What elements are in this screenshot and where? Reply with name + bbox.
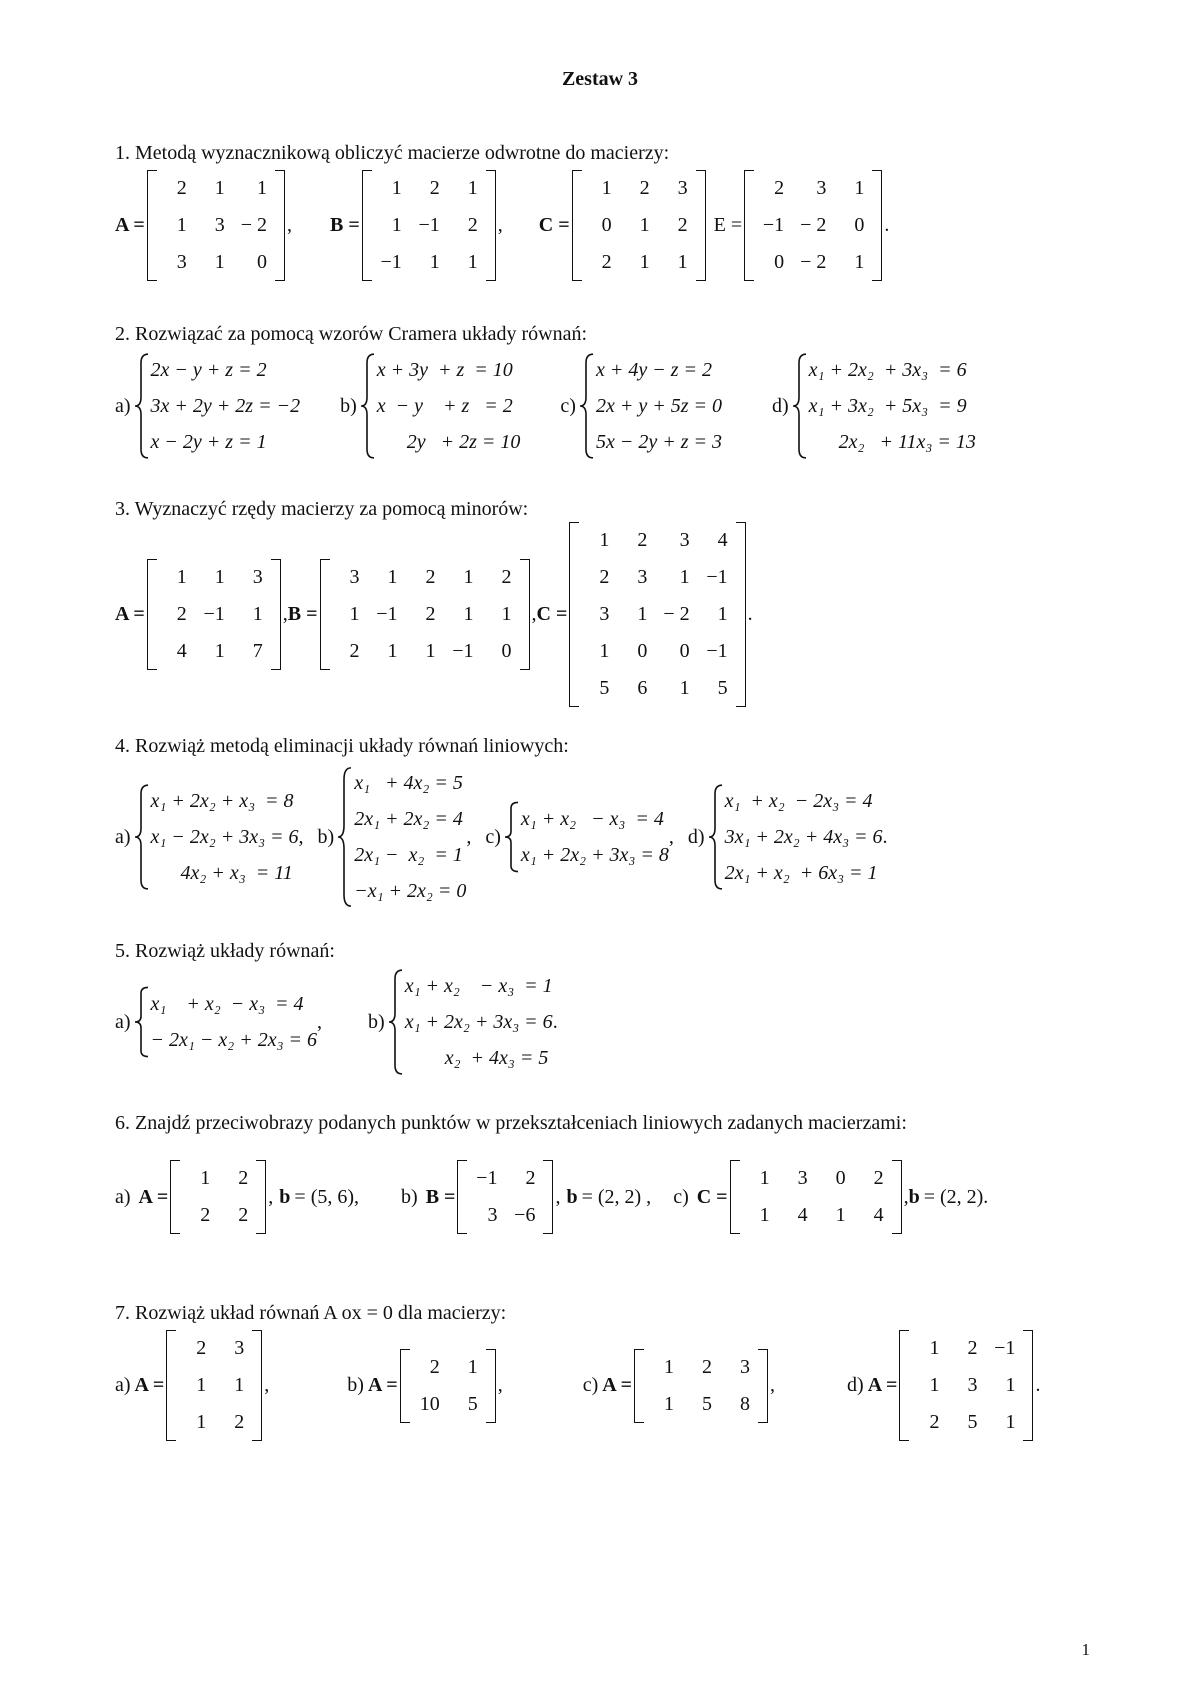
matrix-cell: 1 bbox=[200, 1167, 211, 1189]
matrix-left-bracket bbox=[320, 559, 330, 670]
matrix-cell: 1 bbox=[463, 566, 474, 588]
matrix-cell: 5 bbox=[967, 1411, 978, 1433]
matrix-cell: 2 bbox=[176, 177, 187, 199]
matrix-cell: 1 bbox=[639, 214, 650, 236]
matrix-cell: 2 bbox=[425, 603, 436, 625]
matrix-right-bracket bbox=[1023, 1330, 1033, 1441]
matrix-cell: 1 bbox=[679, 677, 690, 699]
matrix-cell: 5 bbox=[702, 1392, 713, 1415]
page-number: 1 bbox=[1081, 1640, 1090, 1659]
matrix-cell: 1 bbox=[467, 251, 478, 273]
matrix-cell: 1 bbox=[234, 1374, 245, 1396]
equation: 2x − y + z = 2 bbox=[150, 358, 267, 381]
matrix-right-bracket bbox=[696, 170, 706, 281]
matrix-cell: 3 bbox=[176, 251, 187, 273]
matrix-cell: 3 bbox=[599, 603, 610, 625]
equation-system bbox=[359, 352, 521, 460]
system-brace bbox=[387, 968, 405, 1076]
matrix-cell: 6 bbox=[637, 677, 648, 699]
matrix-cell: 3 bbox=[677, 177, 688, 199]
equation: x₁ − 2x₂ + 3x₃ = 6 bbox=[150, 825, 299, 848]
matrix-cell: 1 bbox=[252, 603, 263, 625]
matrix-cell: 2 bbox=[196, 1337, 207, 1359]
equation: x + 3y + z = 10 bbox=[376, 358, 513, 381]
equation: 3x + 2y + 2z = −2 bbox=[150, 394, 301, 417]
matrix-cell: 2 bbox=[234, 1411, 245, 1433]
equation: x₁ + x₂ − 2x₃ = 4 bbox=[724, 789, 873, 812]
matrix-cell: 2 bbox=[774, 177, 785, 199]
matrix-b-label: B = bbox=[330, 214, 360, 236]
matrix-right-bracket bbox=[543, 1160, 553, 1234]
equation: x₁ + 2x₂ + 3x₃ = 8 bbox=[520, 843, 669, 866]
matrix-right-bracket bbox=[275, 170, 285, 281]
matrix-right-bracket bbox=[271, 559, 281, 670]
matrix-cell: −1 bbox=[376, 603, 398, 625]
page-title: Zestaw 3 bbox=[561, 68, 639, 90]
matrix-cell: 1 bbox=[677, 251, 688, 273]
task-4-heading: 4. Rozwiąż metodą eliminacji układy równań liniowych: bbox=[115, 735, 569, 757]
equation-system bbox=[133, 986, 317, 1058]
matrix-cell: −1 bbox=[706, 566, 728, 588]
matrix-cell: 2 bbox=[200, 1204, 211, 1226]
system-brace bbox=[791, 352, 809, 460]
task-3-heading: 3. Wyznaczyć rzędy macierzy za pomocą minorów: bbox=[115, 498, 529, 520]
matrix-left-bracket bbox=[170, 1160, 180, 1234]
matrix-cell: 3 bbox=[816, 177, 827, 199]
matrix-cell: 2 bbox=[429, 1355, 440, 1378]
matrix bbox=[362, 170, 496, 281]
matrix-cell: 1 bbox=[639, 251, 650, 273]
matrix-cell: 2 bbox=[501, 566, 512, 588]
matrix-cell: 2 bbox=[599, 566, 610, 588]
task-2-heading: 2. Rozwiązać za pomocą wzorów Cramera układy równań: bbox=[115, 323, 588, 345]
system-brace bbox=[133, 986, 151, 1058]
matrix bbox=[147, 559, 281, 670]
matrix-cell: − 2 bbox=[800, 214, 827, 236]
matrix-cell: 3 bbox=[967, 1374, 978, 1396]
matrix-cell: 1 bbox=[854, 177, 865, 199]
matrix-cell: 1 bbox=[929, 1337, 940, 1359]
matrix-right-bracket bbox=[486, 1349, 496, 1423]
equation-system bbox=[791, 352, 976, 460]
matrix-cell: 1 bbox=[214, 251, 225, 273]
matrix bbox=[634, 1349, 768, 1423]
matrix-cell: 2 bbox=[929, 1411, 940, 1433]
system-brace bbox=[336, 765, 354, 909]
matrix-cell: 5 bbox=[467, 1392, 478, 1415]
matrix-cell: 1 bbox=[391, 214, 402, 236]
matrix-cell: 1 bbox=[759, 1204, 770, 1226]
matrix-cell: −1 bbox=[418, 214, 440, 236]
matrix-left-bracket bbox=[362, 170, 372, 281]
matrix-cell: − 2 bbox=[663, 603, 690, 625]
matrix-cell: −1 bbox=[994, 1337, 1016, 1359]
matrix-cell: −1 bbox=[706, 640, 728, 662]
matrix-right-bracket bbox=[736, 522, 746, 707]
matrix-cell: 3 bbox=[487, 1204, 498, 1226]
system-brace bbox=[578, 352, 596, 460]
matrix-right-bracket bbox=[486, 170, 496, 281]
matrix-cell: 2 bbox=[349, 640, 360, 662]
matrix-left-bracket bbox=[457, 1160, 467, 1234]
task-2-systems: a) 2x − y + z = 2 3x + 2y + 2z = −2 x − 2y + z = 1 b) x + 3y + z = 10 x − y + z = 2 2y + 2z = 10 c) x + 4y − z = 2 2x + y + 5z = 0 5x − 2y + z = 3 d) x₁ + 2x₂ + 3x₃ = 6 x₁ + 3x₂ + 5x₃ = 9 2x₂ + 11x₃ = 13 bbox=[115, 352, 976, 460]
matrix-cell: 1 bbox=[599, 640, 610, 662]
matrix-cell: 3 bbox=[637, 566, 648, 588]
matrix-left-bracket bbox=[899, 1330, 909, 1441]
matrix-cell: 5 bbox=[599, 677, 610, 699]
equation-system bbox=[336, 765, 466, 909]
matrix-cell: 1 bbox=[391, 177, 402, 199]
matrix bbox=[730, 1160, 902, 1234]
matrix-cell: − 2 bbox=[240, 214, 268, 236]
matrix-cell: 5 bbox=[717, 677, 728, 699]
equation-system bbox=[387, 968, 553, 1076]
matrix-cell: 4 bbox=[176, 640, 187, 662]
equation: x₂ + 4x₃ = 5 bbox=[404, 1046, 549, 1069]
matrix-cell: 0 bbox=[501, 640, 512, 662]
matrix-cell: 1 bbox=[599, 529, 610, 551]
matrix-cell: 4 bbox=[797, 1204, 808, 1226]
equation: 5x − 2y + z = 3 bbox=[595, 430, 722, 453]
matrix-cell: 1 bbox=[463, 603, 474, 625]
matrix-cell: 1 bbox=[664, 1392, 675, 1415]
matrix-cell: 2 bbox=[873, 1167, 884, 1189]
matrix-cell: 4 bbox=[873, 1204, 884, 1226]
matrix-a-label: A = bbox=[115, 214, 145, 236]
matrix-left-bracket bbox=[166, 1330, 176, 1441]
matrix-cell: 1 bbox=[1005, 1411, 1016, 1433]
matrix-cell: −1 bbox=[452, 640, 474, 662]
matrix-c-label: C = bbox=[538, 214, 570, 236]
task-5-heading: 5. Rozwiąż układy równań: bbox=[115, 940, 335, 962]
equation: x − 2y + z = 1 bbox=[150, 430, 267, 453]
task-7-heading: 7. Rozwiąż układ równań A ox = 0 dla macierzy: bbox=[115, 1302, 507, 1324]
matrix-cell: 1 bbox=[1005, 1374, 1016, 1396]
matrix-cell: 1 bbox=[501, 603, 512, 625]
equation: x − y + z = 2 bbox=[376, 394, 513, 417]
matrix-cell: 1 bbox=[196, 1411, 207, 1433]
matrix-cell: 10 bbox=[419, 1392, 440, 1415]
matrix-cell: 2 bbox=[525, 1167, 536, 1189]
system-brace bbox=[503, 801, 521, 873]
matrix-cell: 1 bbox=[467, 177, 478, 199]
task-1-matrices: A = 2 1 1 1 3 − 2 3 1 0 , B = 1 2 1 1 −1 2 −1 1 1 , C = 1 2 3 0 1 2 2 1 1 E = 2 3 1 −1 − 2 0 0 − 2 1 . bbox=[115, 170, 889, 281]
matrix-cell: 2 bbox=[425, 566, 436, 588]
equation-system bbox=[578, 352, 722, 460]
equation: x₁ + 2x₂ + 3x₃ = 6 bbox=[404, 1010, 553, 1033]
matrix-cell: 8 bbox=[740, 1392, 751, 1415]
matrix bbox=[147, 170, 285, 281]
matrix-cell: 1 bbox=[664, 1355, 675, 1378]
matrix-cell: 1 bbox=[929, 1374, 940, 1396]
matrix-right-bracket bbox=[872, 170, 882, 281]
matrix bbox=[572, 170, 706, 281]
matrix-cell: 3 bbox=[349, 566, 360, 588]
matrix-left-bracket bbox=[730, 1160, 740, 1234]
equation: − 2x₁ − x₂ + 2x₃ = 6 bbox=[150, 1028, 318, 1051]
matrix-cell: 2 bbox=[238, 1167, 249, 1189]
matrix-cell: 0 bbox=[601, 214, 612, 236]
matrix bbox=[457, 1160, 553, 1234]
equation: 2x₂ + 11x₃ = 13 bbox=[808, 430, 976, 453]
matrix-cell: 2 bbox=[677, 214, 688, 236]
matrix-cell: 2 bbox=[967, 1337, 978, 1359]
matrix-cell: − 2 bbox=[800, 251, 827, 273]
equation: 4x₂ + x₃ = 11 bbox=[150, 861, 293, 884]
matrix-cell: 1 bbox=[196, 1374, 207, 1396]
equation: 2x₁ − x₂ = 1 bbox=[354, 843, 463, 866]
matrix-cell: 1 bbox=[835, 1204, 846, 1226]
matrix-left-bracket bbox=[634, 1349, 644, 1423]
matrix-right-bracket bbox=[892, 1160, 902, 1234]
equation-system bbox=[707, 783, 883, 891]
equation: x₁ + 3x₂ + 5x₃ = 9 bbox=[808, 394, 967, 417]
equation: 3x₁ + 2x₂ + 4x₃ = 6 bbox=[724, 825, 883, 848]
matrix-cell: 1 bbox=[387, 640, 398, 662]
matrix-cell: 0 bbox=[679, 640, 690, 662]
matrix-cell: 0 bbox=[774, 251, 785, 273]
matrix-cell: 0 bbox=[835, 1167, 846, 1189]
equation-system bbox=[503, 801, 669, 873]
matrix bbox=[744, 170, 882, 281]
matrix-e-label: E = bbox=[713, 214, 743, 236]
matrix-cell: 3 bbox=[252, 566, 263, 588]
matrix-cell: −1 bbox=[380, 251, 402, 273]
matrix-cell: 1 bbox=[759, 1167, 770, 1189]
matrix-cell: 1 bbox=[214, 177, 225, 199]
matrix-cell: 2 bbox=[601, 251, 612, 273]
task-1-heading: 1. Metodą wyznacznikową obliczyć macierze odwrotne do macierzy: bbox=[115, 142, 670, 164]
matrix-cell: 7 bbox=[252, 640, 263, 662]
matrix-right-bracket bbox=[252, 1330, 262, 1441]
matrix-cell: 1 bbox=[257, 177, 268, 199]
equation: x₁ + x₂ − x₃ = 4 bbox=[150, 992, 304, 1015]
equation: x₁ + 2x₂ + x₃ = 8 bbox=[150, 789, 294, 812]
task-7-matrices: a) A = 2 3 1 1 1 2 , b) A = 2 1 10 5 , c) A = 1 2 3 1 5 8 , d) A = 1 2 −1 1 3 1 2 5 1 . bbox=[115, 1330, 1040, 1441]
equation: x₁ + x₂ − x₃ = 1 bbox=[404, 974, 553, 997]
matrix-right-bracket bbox=[520, 559, 530, 670]
equation: x₁ + 2x₂ + 3x₃ = 6 bbox=[808, 358, 967, 381]
equation-system bbox=[133, 352, 301, 460]
matrix-cell: 1 bbox=[429, 251, 440, 273]
matrix-left-bracket bbox=[572, 170, 582, 281]
matrix-right-bracket bbox=[256, 1160, 266, 1234]
matrix-cell: 1 bbox=[387, 566, 398, 588]
matrix-right-bracket bbox=[758, 1349, 768, 1423]
task-5-systems: a) x₁ + x₂ − x₃ = 4 − 2x₁ − x₂ + 2x₃ = 6 , b) x₁ + x₂ − x₃ = 1 x₁ + 2x₂ + 3x₃ = 6 x₂ + 4x₃ = 5 . bbox=[115, 968, 558, 1076]
matrix-cell: 1 bbox=[214, 566, 225, 588]
matrix-left-bracket bbox=[400, 1349, 410, 1423]
matrix-cell: 3 bbox=[234, 1337, 245, 1359]
matrix bbox=[400, 1349, 496, 1423]
task-6-items: a) A = 1 2 2 2 , b = (5, 6), b) B = −1 2 3 −6 , b = (2, 2) , c) C = 1 3 0 2 1 4 1 4 , b = (2, 2). bbox=[115, 1160, 988, 1234]
task-6-heading: 6. Znajdź przeciwobrazy podanych punktów w przekształceniach liniowych zadanych macierzami: bbox=[115, 1112, 907, 1134]
matrix-cell: 2 bbox=[702, 1355, 713, 1378]
equation: 2x₁ + 2x₂ = 4 bbox=[354, 807, 463, 830]
matrix-cell: 2 bbox=[639, 177, 650, 199]
system-brace bbox=[133, 783, 151, 891]
matrix-cell: 1 bbox=[214, 640, 225, 662]
system-brace bbox=[359, 352, 377, 460]
system-brace bbox=[707, 783, 725, 891]
matrix-cell: 1 bbox=[637, 603, 648, 625]
matrix-cell: 3 bbox=[679, 529, 690, 551]
matrix-cell: 0 bbox=[637, 640, 648, 662]
matrix-cell: 2 bbox=[176, 603, 187, 625]
equation: x₁ + x₂ − x₃ = 4 bbox=[520, 807, 664, 830]
equation: x₁ + 4x₂ = 5 bbox=[354, 771, 463, 794]
matrix-cell: 2 bbox=[238, 1204, 249, 1226]
equation-system bbox=[133, 783, 299, 891]
matrix-cell: 2 bbox=[429, 177, 440, 199]
matrix-cell: 1 bbox=[601, 177, 612, 199]
matrix-left-bracket bbox=[744, 170, 754, 281]
matrix-cell: 4 bbox=[717, 529, 728, 551]
matrix-cell: −1 bbox=[762, 214, 785, 236]
equation: 2x + y + 5z = 0 bbox=[595, 394, 722, 417]
matrix-cell: −1 bbox=[476, 1167, 498, 1189]
matrix bbox=[320, 559, 530, 670]
matrix-left-bracket bbox=[147, 559, 157, 670]
equation: 2x₁ + x₂ + 6x₃ = 1 bbox=[724, 861, 878, 884]
matrix-cell: −6 bbox=[514, 1204, 536, 1226]
matrix-cell: 1 bbox=[854, 251, 865, 273]
task-3-matrices: A = 1 1 3 2 −1 1 4 1 7 , B = 3 1 2 1 2 1 −1 2 1 1 2 1 1 −1 0 , C = 1 2 3 4 2 3 1 −1 3 1 − 2 1 1 0 0 −1 5 6 1 5 . bbox=[115, 522, 753, 707]
matrix-cell: 1 bbox=[176, 214, 187, 236]
matrix-cell: 1 bbox=[679, 566, 690, 588]
matrix bbox=[899, 1330, 1033, 1441]
matrix-cell: 0 bbox=[854, 214, 865, 236]
matrix-left-bracket bbox=[569, 522, 579, 707]
matrix-cell: 1 bbox=[349, 603, 360, 625]
matrix-cell: −1 bbox=[203, 603, 225, 625]
matrix-cell: 1 bbox=[176, 566, 187, 588]
system-brace bbox=[133, 352, 151, 460]
equation: −x₁ + 2x₂ = 0 bbox=[354, 879, 467, 902]
matrix bbox=[569, 522, 745, 707]
matrix-cell: 3 bbox=[214, 214, 225, 236]
task-4-systems: a) x₁ + 2x₂ + x₃ = 8 x₁ − 2x₂ + 3x₃ = 6 4x₂ + x₃ = 11 , b) x₁ + 4x₂ = 5 2x₁ + 2x₂ = 4 2x₁ − x₂ = 1 −x₁ + 2x₂ = 0 , c) x₁ + x₂ − x₃ = 4 x₁ + 2x₂ + 3x₃ = 8 , d) x₁ + x₂ − 2x₃ = 4 3x₁ + 2x₂ + 4x₃ = 6 2x₁ + x₂ + 6x₃ = 1 . bbox=[115, 765, 888, 909]
matrix-cell: 2 bbox=[637, 529, 648, 551]
equation: 2y + 2z = 10 bbox=[376, 430, 521, 453]
matrix bbox=[170, 1160, 266, 1234]
matrix-cell: 1 bbox=[425, 640, 436, 662]
matrix-cell: 3 bbox=[797, 1167, 808, 1189]
matrix bbox=[166, 1330, 262, 1441]
matrix-cell: 1 bbox=[467, 1355, 478, 1378]
matrix-cell: 2 bbox=[467, 214, 478, 236]
matrix-cell: 0 bbox=[257, 251, 268, 273]
matrix-left-bracket bbox=[147, 170, 157, 281]
equation: x + 4y − z = 2 bbox=[595, 358, 712, 381]
matrix-cell: 1 bbox=[717, 603, 728, 625]
matrix-cell: 3 bbox=[740, 1355, 751, 1378]
